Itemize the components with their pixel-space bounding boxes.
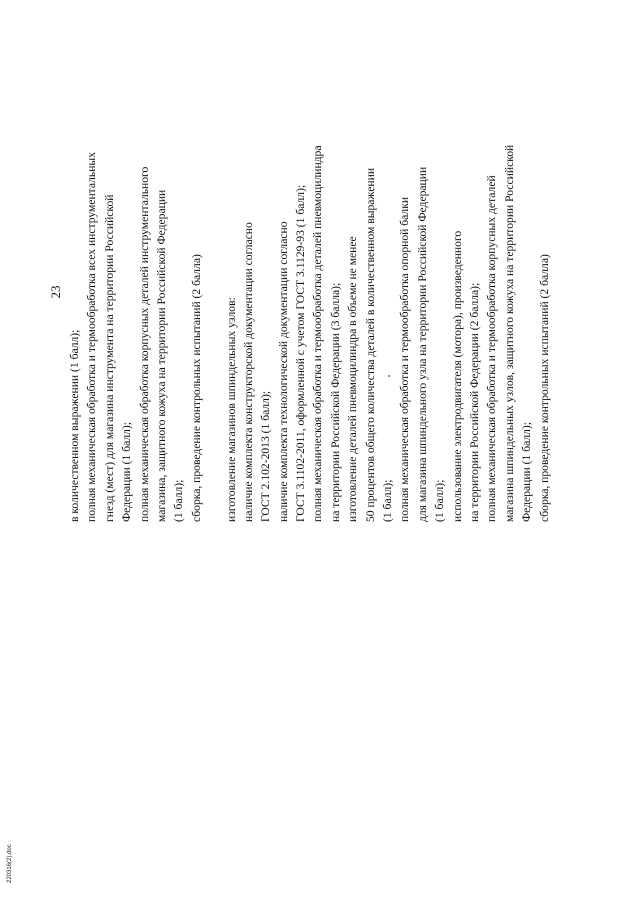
rotated-text-block [40, 62, 551, 522]
text-line: полная механическая обработка и термообработка опорной балки [398, 196, 412, 522]
text-line: в количественном выражении (1 балл); [68, 329, 81, 522]
page-number: 23 [48, 285, 63, 299]
text-line: использование электродвигателя (мотора), произведенного [450, 230, 464, 522]
text-line: изготовление магазинов шпиндельных узлов: [224, 297, 238, 522]
speck-mark [388, 375, 390, 377]
text-line: полная механическая обработка и термообработка корпусных деталей [485, 175, 499, 522]
text-line: ГОСТ 3.1102-2011, оформленной с учетом ГОСТ 3.1129-93 (1 балл); [294, 184, 308, 522]
text-line: (1 балл); [381, 479, 395, 522]
text-line: магазина шпиндельных узлов, защитного кожуха на территории Российской [502, 144, 516, 522]
text-line: ГОСТ 2.102-2013 (1 балл); [259, 390, 273, 522]
text-line: для магазина шпиндельного узла на территории Российской Федерации [415, 166, 429, 522]
text-line: полная механическая обработка и термообработка деталей пневмоцилиндра [311, 145, 325, 522]
text-line: Федерации (1 балл); [520, 421, 534, 522]
paragraph-gap [205, 62, 222, 522]
text-line: полная механическая обработка корпусных деталей инструментального [137, 166, 151, 522]
text-line: наличие комплекта технологической документации согласно [276, 221, 290, 522]
text-line: изготовление деталей пневмоцилиндра в объеме не менее [346, 236, 360, 522]
text-line: (1 балл); [172, 479, 186, 522]
file-footer: 220316(2).doc [7, 844, 13, 883]
text-line: магазина, защитного кожуха на территории Российской Федерации [154, 189, 168, 522]
text-line: Федерации (1 балл); [120, 421, 134, 522]
text-line: сборка, проведение контрольных испытаний (2 балла) [537, 254, 551, 522]
text-line: 50 процентов общего количества деталей в количественном выражении [363, 167, 377, 522]
text-line: на территории Российской Федерации (2 балла); [467, 282, 481, 522]
text-line: (1 балл); [433, 479, 447, 522]
text-line: наличие комплекта конструкторской документации согласно [241, 222, 255, 522]
text-line: полная механическая обработка и термообработка всех инструментальных [85, 152, 99, 522]
text-line: сборка, проведение контрольных испытаний (2 балла) [189, 254, 203, 522]
text-line: на территории Российской Федерации (3 балла); [328, 282, 342, 522]
body-text [66, 62, 553, 522]
text-line: гнезд (мест) для магазина инструмента на территории Российской [102, 194, 116, 522]
